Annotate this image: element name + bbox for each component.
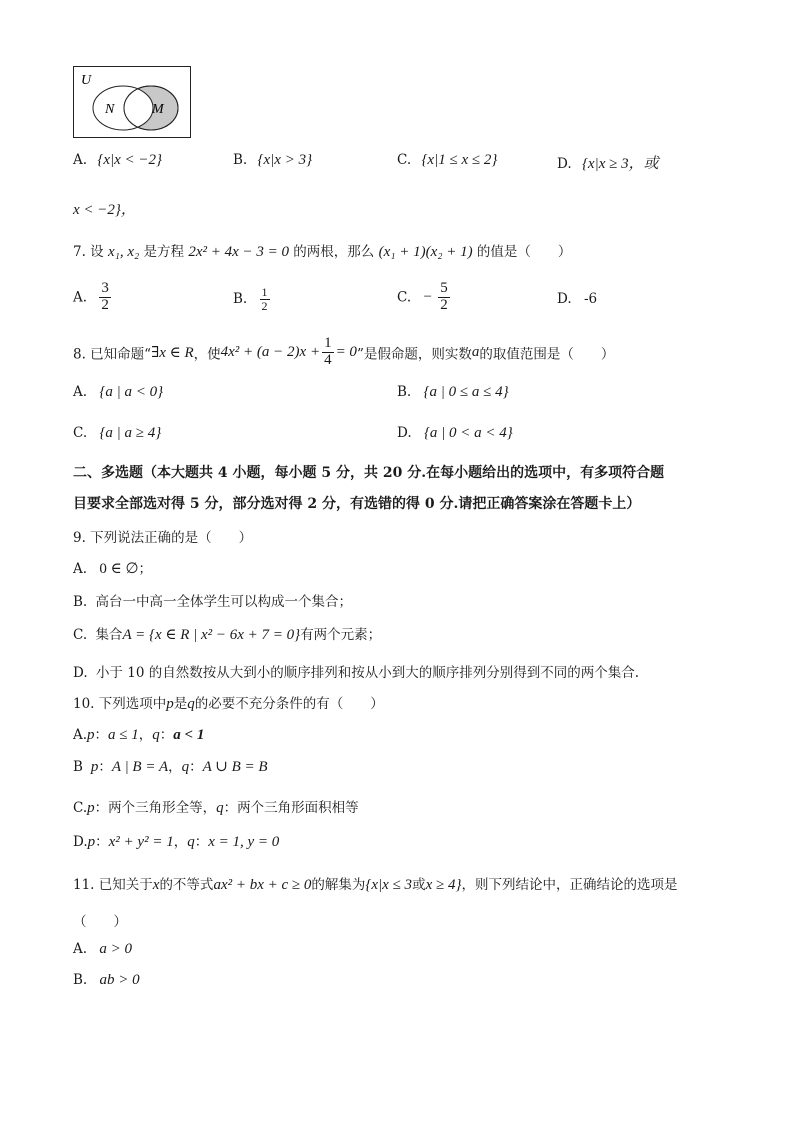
option-text: 高台一中高一全体学生可以构成一个集合；	[95, 594, 353, 610]
q7-option-d	[557, 291, 597, 307]
option-math: {a | 0 ≤ a ≤ 4}	[423, 384, 509, 400]
option-letter: B.	[73, 972, 88, 988]
stem-text: 是方程	[143, 244, 185, 260]
option-math: p	[87, 800, 95, 816]
option-letter: D.	[73, 834, 88, 850]
option-text: ：两个三角形全等，	[94, 800, 217, 816]
option-math: q	[187, 834, 195, 850]
q9-stem: 9. 下列说法正确的是（ ）	[73, 530, 253, 546]
stem-math: x	[152, 877, 160, 893]
option-letter: D.	[397, 425, 412, 441]
stem-math: 2x² + 4x − 3 = 0	[188, 244, 289, 260]
option-math: a > 0	[99, 941, 132, 957]
option-letter: A.	[73, 289, 88, 306]
stem-math: ax² + bx + c ≥ 0	[213, 877, 312, 893]
option-text: ：两个三角形面积相等	[223, 800, 359, 816]
venn-figure	[73, 66, 191, 138]
option-letter: D.	[557, 156, 572, 172]
stem-text: 的不等式	[159, 877, 214, 893]
stem-math: a	[471, 343, 480, 360]
option-math: p	[90, 759, 99, 775]
q10-option-a	[73, 723, 204, 744]
option-letter: C.	[73, 627, 88, 643]
option-letter: B.	[233, 152, 248, 168]
denominator: 2	[440, 296, 448, 313]
option-letter: C.	[73, 800, 88, 816]
q6-option-d	[557, 152, 659, 173]
q6-option-d-continuation: x < −2}，	[73, 202, 136, 218]
stem-math: 4x² + (a − 2)x +	[220, 343, 321, 360]
q6-option-b	[233, 152, 312, 169]
stem-text: 7. 设	[73, 244, 104, 260]
option-letter: A.	[73, 941, 88, 957]
option-letter: B.	[73, 594, 88, 610]
q10-option-c	[73, 796, 359, 817]
option-math: q	[152, 727, 160, 743]
fraction	[322, 336, 334, 369]
option-math: 0 ∈ ∅	[99, 561, 139, 577]
option-math: {a | 0 < a < 4}	[423, 425, 513, 441]
fraction	[438, 281, 450, 314]
option-text: 小于 10 的自然数按从大到小的顺序排列和按从小到大的顺序排列分别得到不同的两个集合.	[95, 665, 639, 681]
option-letter: A.	[73, 384, 88, 400]
section-header-line-2: 目要求全部选对得 5 分，部分选对得 2 分，有选错的得 0 分.请把正确答案涂在答题卡上）	[73, 496, 641, 512]
option-math: {a | a < 0}	[99, 384, 164, 400]
stem-text: ，使	[193, 346, 221, 363]
stem-text: 10. 下列选项中	[73, 696, 167, 712]
option-math: ab > 0	[99, 972, 140, 988]
option-letter: B.	[397, 384, 412, 400]
q11-option-b	[73, 972, 140, 989]
stem-text: 的两根，那么	[293, 244, 375, 260]
option-letter: D.	[557, 291, 572, 307]
q7-option-c	[397, 281, 452, 314]
fraction	[99, 281, 111, 314]
option-text: -6	[583, 291, 598, 307]
q11-option-a	[73, 941, 132, 958]
stem-text: ”是假命题，则实数	[356, 346, 472, 363]
stem-text: 的取值范围是（ ）	[479, 346, 615, 363]
option-math: A ∪ B = B	[202, 759, 268, 775]
option-letter: B.	[233, 291, 248, 308]
stem-math: p	[166, 696, 174, 712]
option-math: {x|x < −2}	[97, 152, 163, 168]
numerator: 5	[440, 280, 448, 296]
numerator: 3	[101, 280, 109, 296]
stem-math: {x|x ≤ 3	[365, 877, 413, 893]
option-math: x² + y² = 1	[108, 834, 174, 850]
q9-option-d	[73, 661, 639, 681]
stem-math: x ≥ 4}	[425, 877, 462, 893]
fraction	[260, 286, 270, 312]
option-text: ，	[138, 727, 153, 743]
option-text: ：	[159, 727, 174, 743]
stem-text: 的解集为	[311, 877, 366, 893]
q9-option-c	[73, 623, 381, 644]
venn-n-label: N	[105, 102, 115, 117]
q7-option-b	[233, 286, 272, 312]
q8-stem	[73, 336, 614, 369]
q11-stem	[73, 873, 677, 894]
option-math: q	[181, 759, 190, 775]
option-text: ：	[189, 759, 203, 775]
q8-option-b	[397, 384, 509, 401]
option-math: {x|x ≥ 3，或	[581, 156, 659, 172]
option-text: ：	[194, 834, 209, 850]
denominator: 4	[324, 351, 332, 368]
option-text: ：	[98, 759, 112, 775]
option-letter: C.	[73, 425, 88, 441]
option-text: ；	[138, 561, 153, 577]
stem-math: x₁, x₂	[107, 244, 140, 260]
option-text: 集合	[95, 627, 123, 643]
q10-stem	[73, 692, 384, 713]
option-math: A | B = A	[111, 759, 169, 775]
stem-text: 的值是（ ）	[476, 244, 572, 260]
option-letter: A.	[73, 152, 88, 168]
stem-text: ，则下列结论中，正确结论的选项是	[461, 877, 678, 893]
option-text: ：	[95, 834, 109, 850]
q7-option-a	[73, 281, 113, 314]
q9-option-a	[73, 557, 152, 578]
option-text: 有两个元素；	[300, 627, 382, 643]
stem-text: 8. 已知命题“	[73, 346, 152, 363]
option-math: a < 1	[173, 727, 205, 743]
stem-text: 11. 已知关于	[73, 877, 153, 893]
option-math: x = 1, y = 0	[208, 834, 280, 850]
stem-math: ∃x ∈ R	[151, 344, 194, 361]
numerator: 1	[324, 335, 332, 351]
option-math: A = {x ∈ R | x² − 6x + 7 = 0}	[122, 627, 301, 643]
q10-option-b	[73, 755, 268, 776]
q7-stem	[73, 240, 571, 261]
stem-math: = 0	[335, 343, 357, 360]
option-text: ，	[173, 834, 188, 850]
option-math: p	[87, 727, 95, 743]
venn-diagram	[73, 66, 191, 138]
option-letter: D.	[73, 665, 88, 681]
q6-option-a	[73, 152, 162, 169]
option-math: {x|1 ≤ x ≤ 2}	[421, 152, 498, 168]
numerator: 1	[261, 285, 268, 299]
minus-sign: −	[423, 288, 432, 305]
option-letter: A.	[73, 727, 88, 743]
q10-option-d	[73, 830, 279, 851]
stem-math: (x₁ + 1)(x₂ + 1)	[378, 244, 473, 260]
venn-u-label: U	[81, 73, 92, 88]
option-text: ：	[94, 727, 109, 743]
option-letter: A.	[73, 561, 88, 577]
option-math: a ≤ 1	[108, 727, 139, 743]
venn-m-label: M	[152, 102, 164, 117]
q9-option-b	[73, 590, 352, 610]
denominator: 2	[261, 298, 268, 313]
option-letter: C.	[397, 152, 412, 168]
q8-option-d	[397, 425, 513, 442]
section-header-line-1: 二、多选题（本大题共 4 小题，每小题 5 分，共 20 分.在每小题给出的选项中，有多项符合题	[73, 465, 665, 481]
stem-text: 或	[412, 877, 426, 893]
option-letter: B	[73, 759, 83, 775]
denominator: 2	[101, 296, 109, 313]
stem-text: 的必要不充分条件的有（ ）	[194, 696, 384, 712]
option-math: q	[216, 800, 224, 816]
stem-text: 是	[173, 696, 188, 712]
option-math: {a | a ≥ 4}	[99, 425, 162, 441]
q8-option-a	[73, 384, 163, 401]
stem-math: q	[187, 696, 195, 712]
option-math: p	[87, 834, 96, 850]
q6-option-c	[397, 152, 497, 169]
q11-stem-paren: （ ）	[73, 914, 127, 930]
option-letter: C.	[397, 289, 412, 306]
option-math: {x|x > 3}	[257, 152, 313, 168]
q8-option-c	[73, 425, 161, 442]
option-text: ，	[168, 759, 182, 775]
